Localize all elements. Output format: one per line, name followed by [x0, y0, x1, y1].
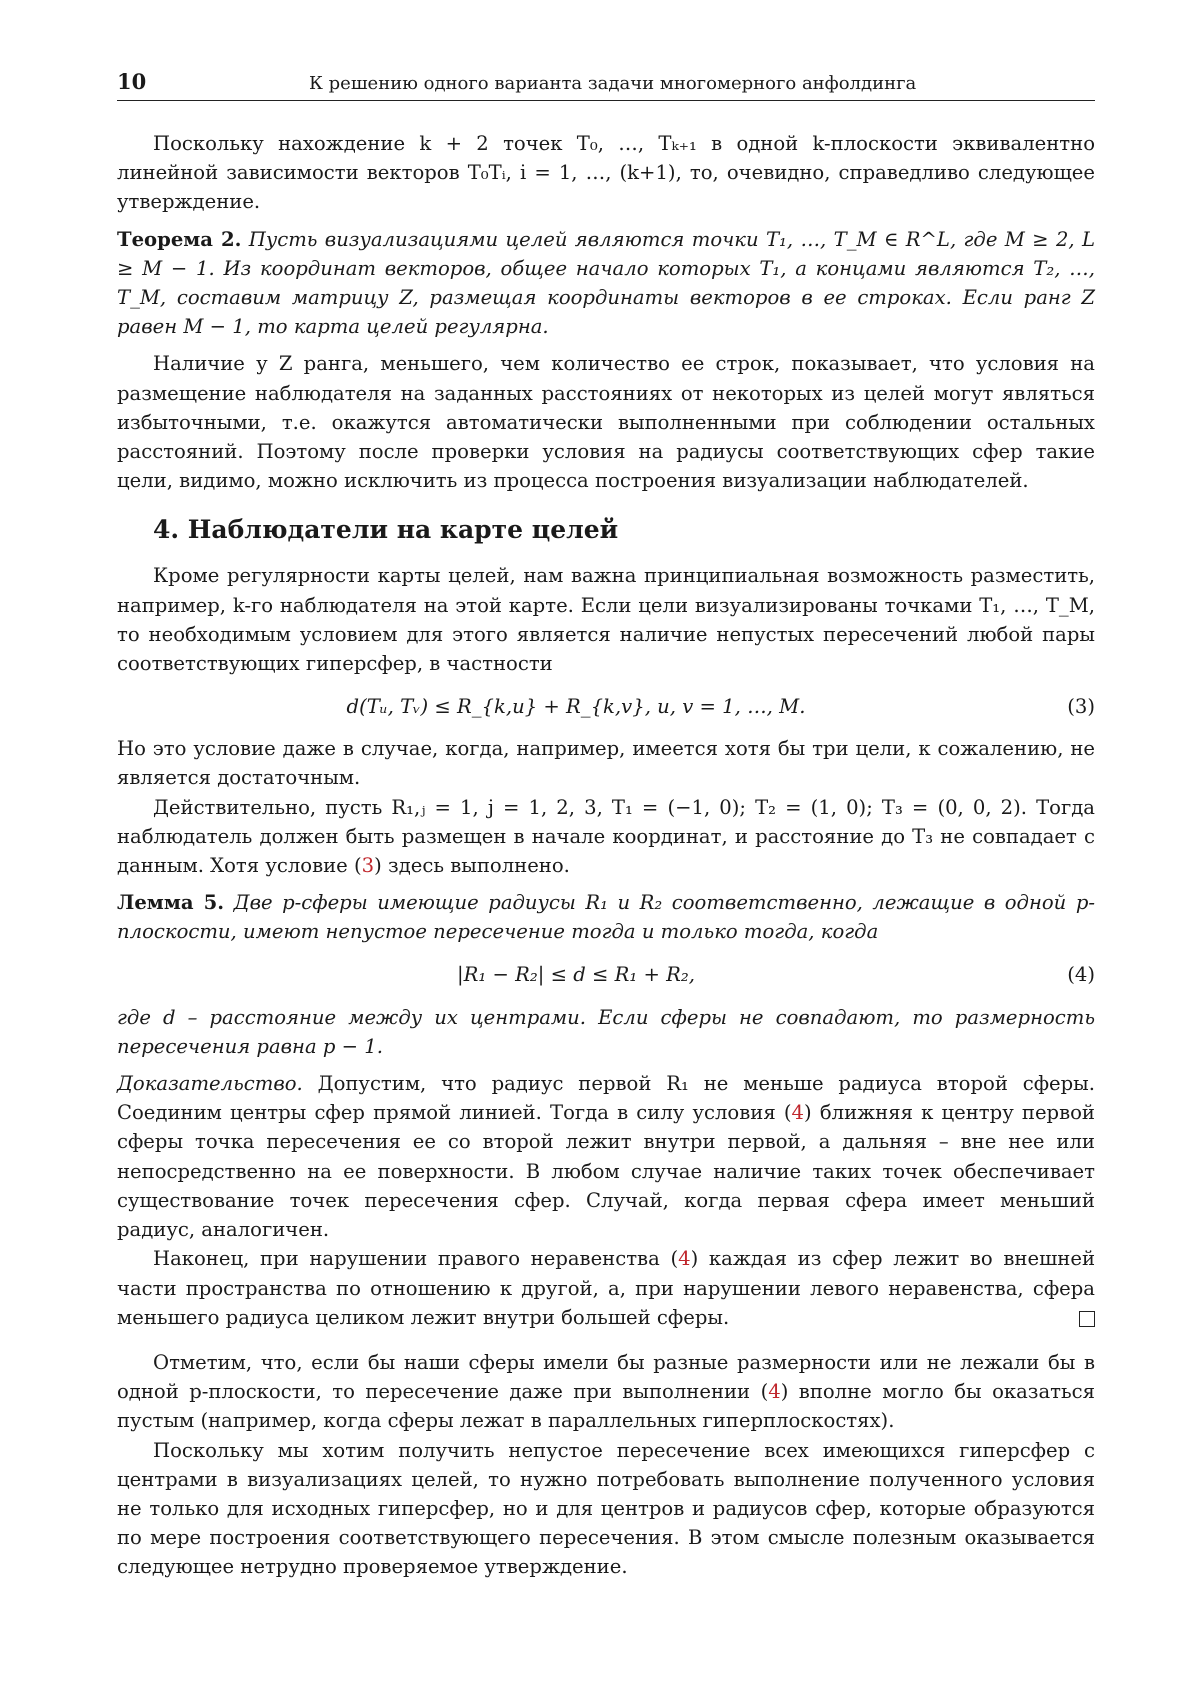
paragraph-final: Поскольку мы хотим получить непустое пересечение всех имеющихся гиперсфер с центрами в визуализациях целей, то нужно потребовать выполнение полученного условия не только для исходных гиперсфер, но и для центров и радиусов сфер, которые образуются по мере построения соответствующего пересечения. В этом смысле полезным оказывается следующее нетрудно проверяемое утверждение.: [117, 1438, 1095, 1579]
paragraph-regularity: Кроме регулярности карты целей, нам важна принципиальная возможность разместить, например, k-го наблюдателя на этой карте. Если цели визуализированы точками T₁, …, T_M, то необходимым условием для этого является наличие непустых пересечений любой пары соответствующих гиперсфер, в частности: [117, 564, 1095, 676]
paragraph-violation: [117, 1244, 1095, 1332]
equation-ref-3[interactable]: 3: [361, 854, 375, 878]
proof-label: Доказательство.: [117, 1072, 303, 1096]
running-header: [117, 70, 1095, 101]
paragraph-remark-text-b: ) вполне могло бы оказаться пустым (например, когда сферы лежат в параллельных гиперплоскостях).: [117, 1380, 1095, 1433]
equation-4-body: |R₁ − R₂| ≤ d ≤ R₁ + R₂,: [457, 963, 695, 987]
page-number: 10: [117, 69, 147, 94]
equation-4: [117, 953, 1095, 997]
paragraph-example: Действительно, пусть R₁,ⱼ = 1, j = 1, 2, 3, T₁ = (−1, 0); T₂ = (1, 0); T₃ = (0, 0, 2). Тогда наблюдатель должен быть размещен в начале координат, и расстояние до T₃ не совпадает с данным. Хотя условие (3) здесь выполнено.: [117, 795, 1095, 878]
equation-3: [117, 684, 1095, 728]
theorem-2-label: Теорема 2.: [117, 227, 242, 251]
section-heading: 4. Наблюдатели на карте целей: [153, 515, 619, 545]
page: [117, 70, 1095, 1582]
lemma-5: [117, 888, 1095, 946]
paragraph-violation-text-a: Наконец, при нарушении правого неравенства (: [153, 1247, 679, 1271]
paragraph-violation-text-b: ) каждая из сфер лежит во внешней части пространства по отношению к другой, а, при нарушении левого неравенства, сфера меньшего радиуса целиком лежит внутри большей сферы.: [117, 1247, 1095, 1329]
running-title: К решению одного варианта задачи многомерного анфолдинга: [309, 73, 917, 94]
equation-ref-4c[interactable]: 4: [768, 1380, 781, 1404]
paragraph-rank: Наличие у Z ранга, меньшего, чем количество ее строк, показывает, что условия на размещение наблюдателя на заданных расстояниях от некоторых из целей могут являться избыточными, т.е. окажутся автоматически выполненными при соблюдении остальных расстояний. Поэтому после проверки условия на радиусы соответствующих сфер такие цели, видимо, можно исключить из процесса построения визуализации наблюдателей.: [117, 352, 1095, 493]
paragraph-intro: Поскольку нахождение k + 2 точек T₀, …, Tₖ₊₁ в одной k-плоскости эквивалентно линейной зависимости векторов T₀Tᵢ, i = 1, …, (k+1), то, очевидно, справедливо следующее утверждение.: [117, 132, 1095, 214]
proof: Доказательство. Допустим, что радиус первой R₁ не меньше радиуса второй сферы. Соединим центры сфер прямой линией. Тогда в силу условия (4) ближняя к центру первой сферы точка пересечения ее со второй лежит внутри первой, а дальняя – вне нее или непосредственно на ее поверхности. В любом случае наличие таких точек обеспечивает существование точек пересечения сфер. Случай, когда первая сфера имеет меньший радиус, аналогичен.: [117, 1072, 1095, 1242]
paragraph-example-text-b: здесь выполнено.: [381, 854, 570, 878]
proof-text-a: Допустим, что радиус первой R₁ не меньше радиуса второй сферы. Соединим центры сфер прямой линией. Тогда в силу условия: [117, 1072, 1095, 1125]
qed-icon: [1079, 1311, 1095, 1327]
paragraph-remark: [117, 1348, 1095, 1436]
paragraph-example-text-a: Действительно, пусть R₁,ⱼ = 1, j = 1, 2, 3, T₁ = (−1, 0); T₂ = (1, 0); T₃ = (0, 0, 2). Тогда наблюдатель должен быть размещен в начале координат, и расстояние до T₃ не совпадает с данным. Хотя условие: [117, 795, 1095, 878]
equation-ref-4[interactable]: 4: [791, 1101, 804, 1125]
equation-3-number: (3): [1067, 694, 1095, 718]
lemma-5-text: Две p-сферы имеющие радиусы R₁ и R₂ соответственно, лежащие в одной p-плоскости, имеют непустое пересечение тогда и только тогда, когда: [117, 891, 1095, 944]
proof-text-b: ближняя к центру первой сферы точка пересечения ее со второй лежит внутри первой, а дальняя – вне нее или непосредственно на ее поверхности. В любом случае наличие таких точек обеспечивает существование точек пересечения сфер. Случай, когда первая сфера имеет меньший радиус, аналогичен.: [117, 1101, 1095, 1242]
equation-3-body: d(Tᵤ, Tᵥ) ≤ R_{k,u} + R_{k,v}, u, v = 1, …, M.: [346, 694, 806, 718]
theorem-2-text: Пусть визуализациями целей являются точки T₁, …, T_M ∈ R^L, где M ≥ 2, L ≥ M − 1. Из координат векторов, общее начало которых T₁, а концами являются T₂, …, T_M, составим матрицу Z, размещая координаты векторов в ее строках. Если ранг Z равен M − 1, то карта целей регулярна.: [117, 227, 1096, 339]
lemma-5-continuation: где d – расстояние между их центрами. Если сферы не совпадают, то размерность пересечения равна p − 1.: [117, 1005, 1095, 1058]
equation-ref-4b[interactable]: 4: [678, 1247, 691, 1271]
paragraph-remark-text-a: Отметим, что, если бы наши сферы имели бы разные размерности или не лежали бы в одной p-плоскости, то пересечение даже при выполнении (: [117, 1350, 1095, 1404]
lemma-5-label: Лемма 5.: [117, 891, 225, 915]
theorem-2: [117, 225, 1095, 342]
paragraph-not-sufficient: Но это условие даже в случае, когда, например, имеется хотя бы три цели, к сожалению, не является достаточным.: [117, 737, 1095, 790]
equation-4-number: (4): [1067, 963, 1095, 987]
